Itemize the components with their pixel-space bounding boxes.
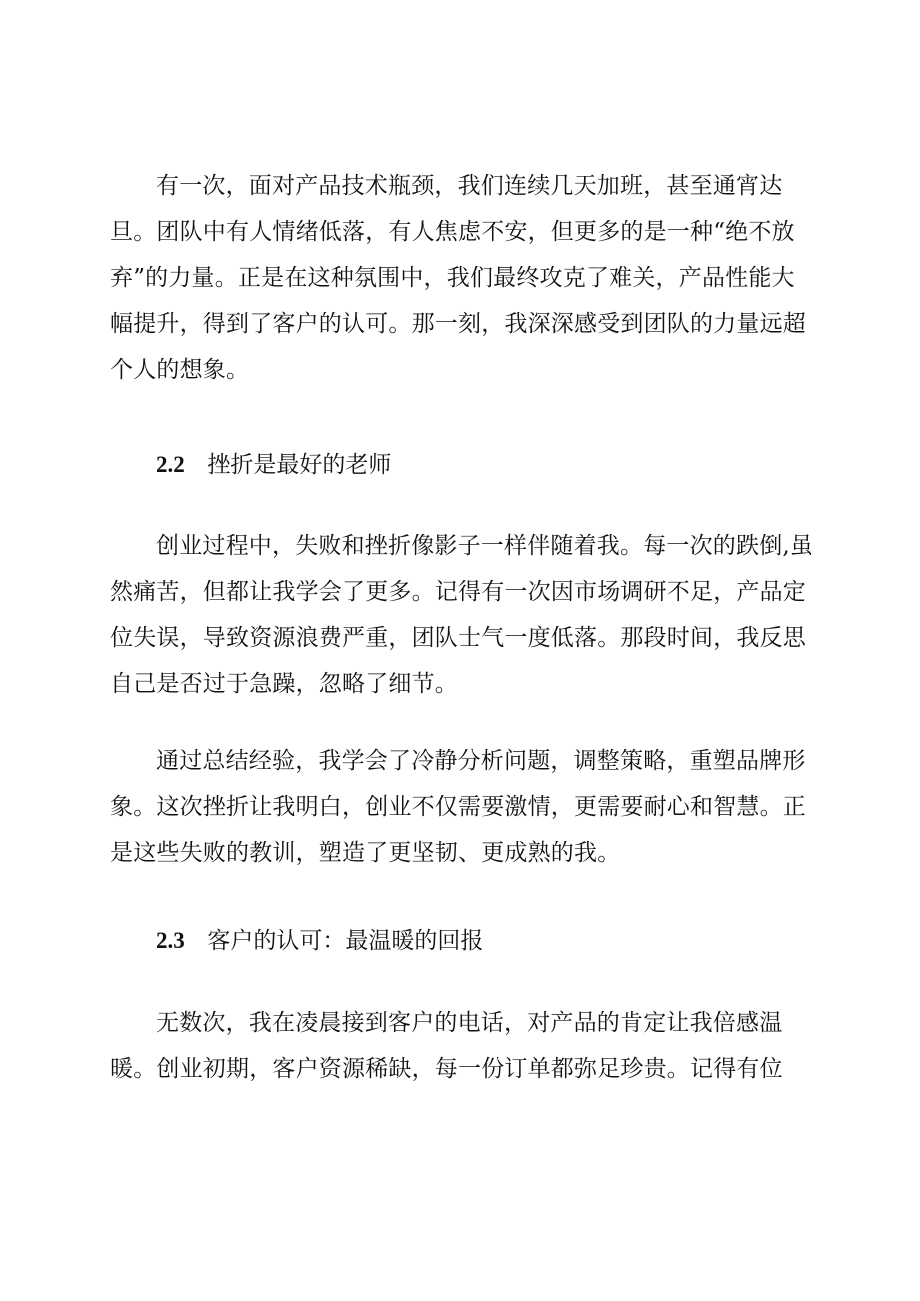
section-title: 挫折是最好的老师 — [207, 452, 392, 478]
text-line: 是这些失败的教训，塑造了更坚韧、更成熟的我。 — [110, 840, 621, 866]
text-line: 位失误，导致资源浪费严重，团队士气一度低落。那段时间，我反思 — [110, 625, 806, 651]
text-line: 有一次，面对产品技术瓶颈，我们连续几天加班，甚至通宵达 — [156, 173, 783, 199]
section-number: 2.2 — [156, 452, 185, 477]
text-line: 创业过程中，失败和挫折像影子一样伴随着我。每一次的跌倒,虽 — [156, 533, 814, 559]
text-line: 然痛苦，但都让我学会了更多。记得有一次因市场调研不足，产品定 — [110, 579, 806, 605]
paragraph-customers — [110, 1000, 810, 1092]
section-title: 客户的认可：最温暖的回报 — [207, 928, 484, 954]
text-line: 通过总结经验，我学会了冷静分析问题，调整策略，重塑品牌形 — [156, 748, 806, 774]
text-line: 旦。团队中有人情绪低落，有人焦虑不安，但更多的是一种“绝不放 — [110, 219, 795, 245]
section-heading-2-3 — [156, 921, 483, 961]
text-line: 象。这次挫折让我明白，创业不仅需要激情，更需要耐心和智慧。正 — [110, 794, 806, 820]
text-line: 暖。创业初期，客户资源稀缺，每一份订单都弥足珍贵。记得有位 — [110, 1056, 783, 1082]
text-line: 个人的想象。 — [110, 357, 250, 383]
text-line: 幅提升，得到了客户的认可。那一刻，我深深感受到团队的力量远超 — [110, 311, 806, 337]
text-line: 无数次，我在凌晨接到客户的电话，对产品的肯定让我倍感温 — [156, 1010, 783, 1036]
section-number: 2.3 — [156, 928, 185, 953]
paragraph-lessons — [110, 738, 810, 876]
text-line: 弃”的力量。正是在这种氛围中，我们最终攻克了难关，产品性能大 — [110, 265, 795, 291]
paragraph-teamwork — [110, 163, 810, 393]
section-heading-2-2 — [156, 445, 391, 485]
paragraph-setbacks — [110, 523, 814, 707]
text-line: 自己是否过于急躁，忽略了细节。 — [110, 671, 458, 697]
